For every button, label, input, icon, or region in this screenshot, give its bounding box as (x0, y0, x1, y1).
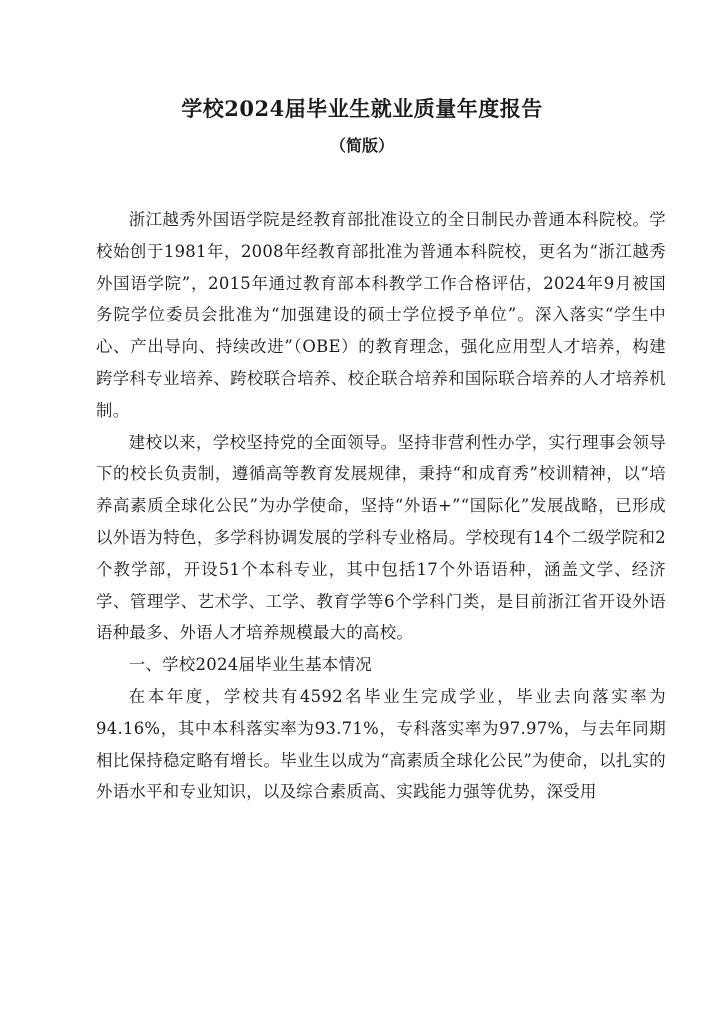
section-heading: 一、学校2024届毕业生基本情况 (128, 655, 372, 675)
report-body (96, 204, 666, 808)
intro-paragraph: 浙江越秀外国语学院是经教育部批准设立的全日制民办普通本科院校。学校始创于1981年，2008年经教育部批准为普通本科院校，更名为“浙江越秀外国语学院”，2015年通过教育部本科教学工作合格评估，2024年9月被国务院学位委员会批准为“加强建设的硕士学位授予单位”。深入落实“学生中心、产出导向、持续改进”（OBE）的教育理念，强化应用型人才培养，构建跨学科专业培养、跨校联合培养、校企联合培养和国际联合培养的人才培养机制。 (96, 210, 666, 420)
section-paragraph: 在本年度，学校共有4592名毕业生完成学业，毕业去向落实率为94.16%，其中本科落实率为93.71%，专科落实率为97.97%，与去年同期相比保持稳定略有增长。毕业生以成为“高素质全球化公民”为使命，以扎实的外语水平和专业知识，以及综合素质高、实践能力强等优势，深受用 (96, 686, 666, 802)
history-paragraph: 建校以来，学校坚持党的全面领导。坚持非营利性办学，实行理事会领导下的校长负责制，遵循高等教育发展规律，秉持“和成育秀”校训精神，以“培养高素质全球化公民”为办学使命，坚持“外语+”“国际化”发展战略，已形成以外语为特色，多学科协调发展的学科专业格局。学校现有14个二级学院和2个教学部，开设51个本科专业，其中包括17个外语语种，涵盖文学、经济学、管理学、艺术学、工学、教育学等6个学科门类，是目前浙江省开设外语语种最多、外语人才培养规模最大的高校。 (96, 432, 666, 643)
report-title: 学校2024届毕业生就业质量年度报告 (181, 96, 543, 121)
report-subtitle: （简版） (329, 136, 394, 155)
